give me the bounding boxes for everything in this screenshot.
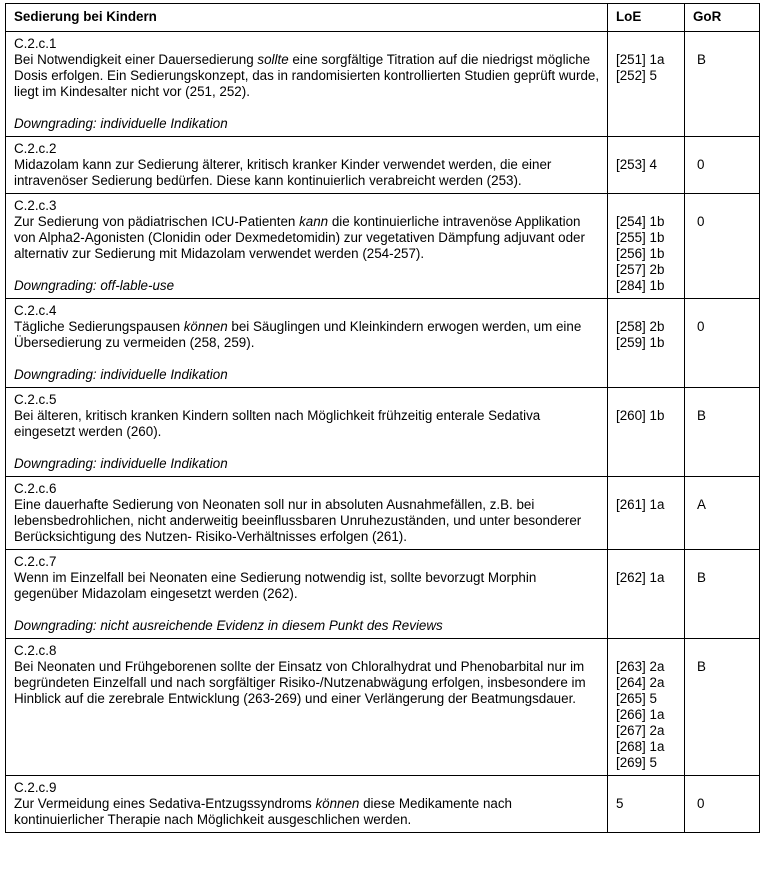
loe-reference: [255] 1b (616, 230, 665, 245)
table-row (6, 299, 760, 388)
recommendation-cell (6, 299, 608, 388)
table-row (6, 194, 760, 299)
loe-cell (608, 299, 685, 388)
recommendation-cell (6, 32, 608, 137)
recommendation-cell (6, 194, 608, 299)
loe-reference: [259] 1b (616, 335, 665, 350)
recommendation-cell (6, 776, 608, 833)
recommendation-id: C.2.c.2 (14, 141, 57, 156)
recommendation-id: C.2.c.1 (14, 36, 57, 51)
header-title: Sedierung bei Kindern (6, 4, 608, 32)
recommendation-id: C.2.c.8 (14, 643, 57, 658)
recommendation-text (14, 52, 601, 100)
recommendation-text (14, 319, 601, 351)
gor-cell: B (685, 388, 760, 477)
table-row (6, 137, 760, 194)
downgrading-note: Downgrading: individuelle Indikation (14, 456, 228, 471)
loe-reference: [251] 1a (616, 52, 665, 67)
gor-cell: 0 (685, 299, 760, 388)
loe-cell (608, 388, 685, 477)
loe-reference: 5 (616, 796, 624, 811)
loe-cell (608, 639, 685, 776)
table-row (6, 388, 760, 477)
downgrading-note: Downgrading: nicht ausreichende Evidenz in diesem Punkt des Reviews (14, 618, 443, 633)
downgrading-note: Downgrading: individuelle Indikation (14, 367, 228, 382)
loe-reference: [257] 2b (616, 262, 665, 277)
header-loe: LoE (608, 4, 685, 32)
recommendation-text (14, 497, 601, 545)
loe-cell (608, 550, 685, 639)
text-segment: Midazolam kann zur Sedierung älterer, kritisch kranker Kinder verwendet werden, die einer intravenöser Sedierung bedürfen. Diese kann kontinuierlich verabreicht werden (253). (14, 157, 552, 188)
loe-reference: [262] 1a (616, 570, 665, 585)
header-gor: GoR (685, 4, 760, 32)
loe-reference: [265] 5 (616, 691, 657, 706)
loe-reference: [264] 2a (616, 675, 665, 690)
text-segment: eine sorgfältige Titration auf die niedrigst mögliche Dosis erfolgen. Ein Sedierungskonzept, das in randomisierten kontrollierten Studien geprüft wurde, liegt im Kindesalter nicht vor (251, 252). (14, 52, 600, 99)
emphasis-text: sollte (257, 52, 289, 67)
text-segment: Zur Sedierung von pädiatrischen ICU-Patienten (14, 214, 300, 229)
recommendation-id: C.2.c.5 (14, 392, 57, 407)
recommendation-cell (6, 477, 608, 550)
recommendation-id: C.2.c.6 (14, 481, 57, 496)
loe-cell (608, 194, 685, 299)
recommendation-table (5, 3, 760, 833)
loe-reference: [266] 1a (616, 707, 665, 722)
table-row (6, 639, 760, 776)
text-segment: Zur Vermeidung eines Sedativa-Entzugssyndroms (14, 796, 316, 811)
recommendation-id: C.2.c.7 (14, 554, 57, 569)
table-row (6, 776, 760, 833)
table-row (6, 477, 760, 550)
loe-reference: [252] 5 (616, 68, 657, 83)
recommendation-text (14, 157, 601, 189)
loe-reference: [261] 1a (616, 497, 665, 512)
recommendation-cell (6, 550, 608, 639)
loe-reference: [256] 1b (616, 246, 665, 261)
gor-cell: 0 (685, 137, 760, 194)
gor-cell: B (685, 550, 760, 639)
loe-reference: [253] 4 (616, 157, 657, 172)
text-segment: diese Medikamente nach kontinuierlicher Therapie nach Möglichkeit ausgeschlichen werden. (14, 796, 512, 827)
text-segment: Bei Notwendigkeit einer Dauersedierung (14, 52, 258, 67)
gor-cell: B (685, 639, 760, 776)
recommendation-text (14, 570, 601, 602)
recommendation-id: C.2.c.9 (14, 780, 57, 795)
loe-reference: [258] 2b (616, 319, 665, 334)
loe-reference: [254] 1b (616, 214, 665, 229)
loe-reference: [284] 1b (616, 278, 665, 293)
recommendation-cell (6, 388, 608, 477)
loe-reference: [260] 1b (616, 408, 665, 423)
recommendation-cell (6, 137, 608, 194)
gor-cell: 0 (685, 194, 760, 299)
downgrading-note: Downgrading: off-lable-use (14, 278, 175, 293)
table-body (6, 32, 760, 833)
recommendation-cell (6, 639, 608, 776)
table-row (6, 550, 760, 639)
text-segment: Eine dauerhafte Sedierung von Neonaten soll nur in absoluten Ausnahmefällen, z.B. bei lebensbedrohlichen, nicht anderweitig beeinflussbaren Unruhezuständen, und unter besonderer Berücksichtigung des Nutzen- Risiko-Verhältnisses erfolgen (261). (14, 497, 582, 544)
recommendation-text (14, 214, 601, 262)
loe-reference: [269] 5 (616, 755, 657, 770)
header-row (6, 4, 760, 32)
gor-cell: 0 (685, 776, 760, 833)
recommendation-id: C.2.c.4 (14, 303, 57, 318)
downgrading-note: Downgrading: individuelle Indikation (14, 116, 228, 131)
text-segment: Bei älteren, kritisch kranken Kindern sollten nach Möglichkeit frühzeitig enterale Sedativa eingesetzt werden (260). (14, 408, 541, 439)
text-segment: Bei Neonaten und Frühgeborenen sollte der Einsatz von Chloralhydrat und Phenobarbital nur im begründeten Einzelfall und nach sorgfältiger Risiko-/Nutzenabwägung erfolgen, insbesondere im Hinblick auf die zerebrale Entwicklung (263-269) und einer Verlängerung der Beatmungsdauer. (14, 659, 586, 706)
loe-cell (608, 477, 685, 550)
loe-reference: [268] 1a (616, 739, 665, 754)
text-segment: bei Säuglingen und Kleinkindern erwogen werden, um eine Übersedierung zu vermeiden (258, 259). (14, 319, 582, 350)
table-row (6, 32, 760, 137)
emphasis-text: kann (299, 214, 329, 229)
recommendation-text (14, 408, 601, 440)
loe-cell (608, 137, 685, 194)
loe-reference: [267] 2a (616, 723, 665, 738)
recommendation-text (14, 796, 601, 828)
text-segment: Wenn im Einzelfall bei Neonaten eine Sedierung notwendig ist, sollte bevorzugt Morphin gegenüber Midazolam eingesetzt werden (262). (14, 570, 537, 601)
emphasis-text: können (183, 319, 228, 334)
emphasis-text: können (315, 796, 360, 811)
gor-cell: B (685, 32, 760, 137)
gor-cell: A (685, 477, 760, 550)
loe-reference: [263] 2a (616, 659, 665, 674)
loe-cell (608, 32, 685, 137)
text-segment: Tägliche Sedierungspausen (14, 319, 184, 334)
recommendation-id: C.2.c.3 (14, 198, 57, 213)
loe-cell (608, 776, 685, 833)
recommendation-text (14, 659, 601, 707)
text-segment: die kontinuierliche intravenöse Applikation von Alpha2-Agonisten (Clonidin oder Dexmedetomidin) zur vegetativen Dämpfung adjuvant oder alternativ zur Sedierung mit Midazolam verwendet werden (254-257). (14, 214, 585, 261)
